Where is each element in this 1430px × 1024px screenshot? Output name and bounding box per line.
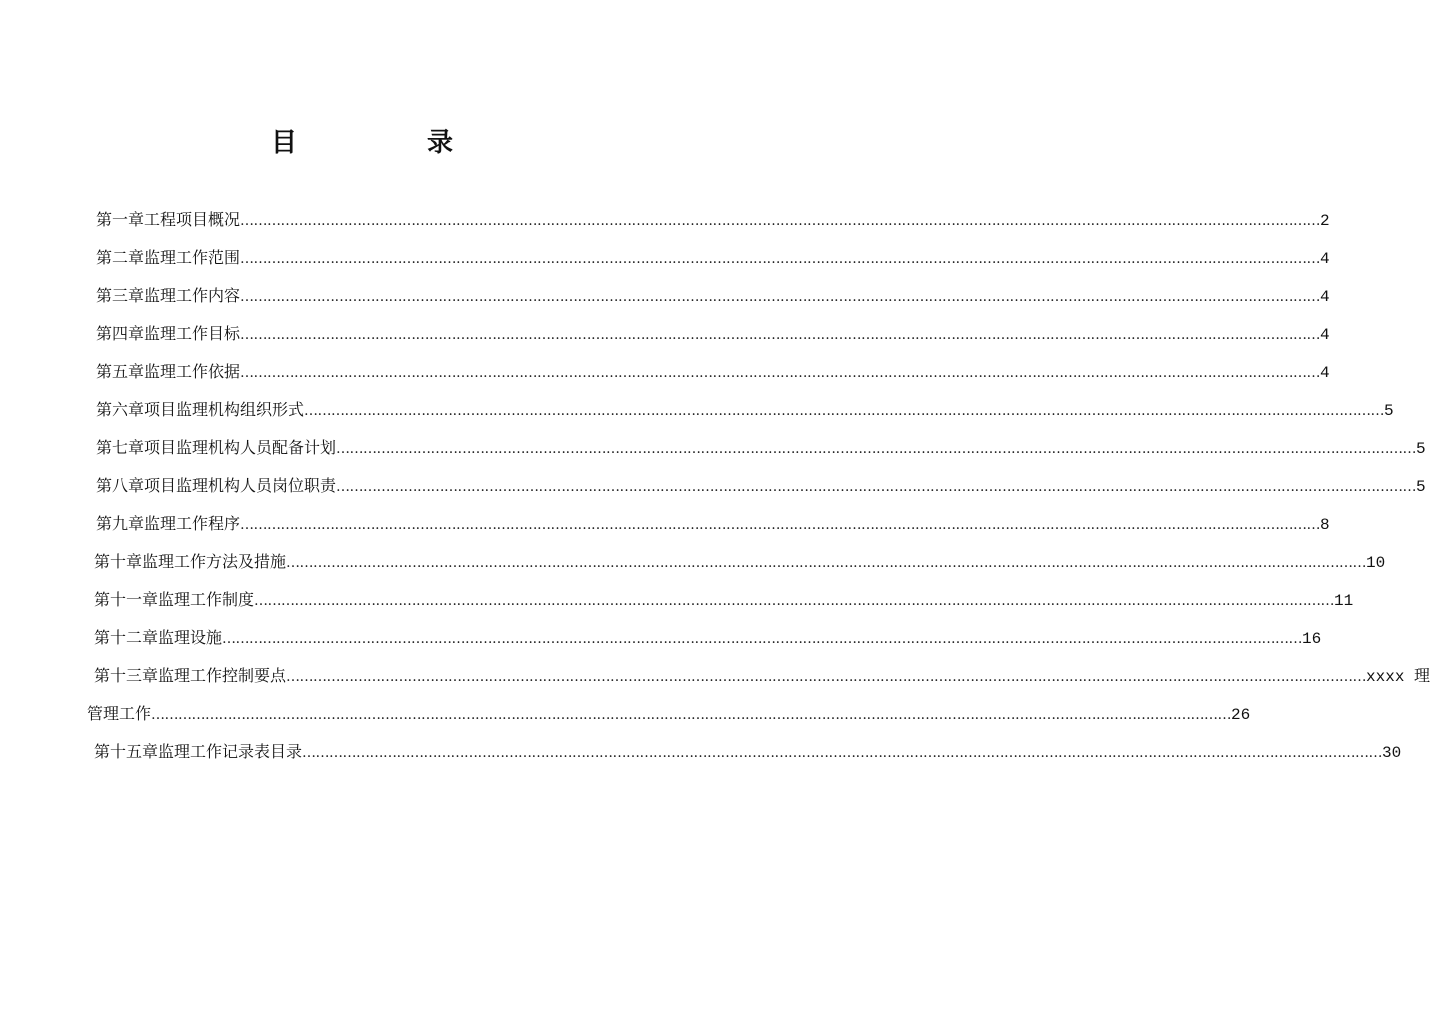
toc-entry[interactable] xyxy=(96,321,1330,347)
toc-page-number: xxxx 理 xyxy=(1366,668,1430,686)
toc-entry-title: 监理工作范围 xyxy=(144,248,241,267)
toc-entry[interactable] xyxy=(94,625,1322,651)
toc-entry-title: 监理工作记录表目录 xyxy=(158,742,303,761)
toc-dot-leader: …………………………………………………………………………………………………………………………………………………………………………………………………………………… xyxy=(240,517,1321,533)
toc-dot-leader: …………………………………………………………………………………………………………………………………………………………………………………………………………………… xyxy=(222,631,1303,647)
toc-entry[interactable] xyxy=(87,701,1251,727)
toc-chapter-label: 第十章 xyxy=(94,552,143,571)
toc-page-number: 4 xyxy=(1320,326,1330,344)
toc-chapter-label: 第二章 xyxy=(96,248,145,267)
toc-entry[interactable] xyxy=(96,435,1426,461)
toc-entry-title: 监理工作程序 xyxy=(144,514,241,533)
toc-dot-leader: …………………………………………………………………………………………………………………………………………………………………………………………………………………… xyxy=(336,479,1417,495)
toc-entry[interactable] xyxy=(94,739,1402,765)
toc-entry-title: 监理设施 xyxy=(158,628,223,647)
toc-dot-leader: …………………………………………………………………………………………………………………………………………………………………………………………………………………… xyxy=(240,251,1321,267)
toc-chapter-label: 第十五章 xyxy=(94,742,159,761)
toc-entry-title: 项目监理机构人员岗位职责 xyxy=(144,476,337,495)
toc-page-number: 10 xyxy=(1366,554,1386,572)
toc-chapter-label: 第六章 xyxy=(96,400,145,419)
toc-dot-leader: …………………………………………………………………………………………………………………………………………………………………………………………………………………… xyxy=(286,669,1367,685)
toc-entry-title: 项目监理机构组织形式 xyxy=(144,400,305,419)
toc-page-number: 30 xyxy=(1382,744,1402,762)
toc-dot-leader: …………………………………………………………………………………………………………………………………………………………………………………………………………………… xyxy=(240,327,1321,343)
toc-page-number: 16 xyxy=(1302,630,1322,648)
toc-page-number: 8 xyxy=(1320,516,1330,534)
toc-chapter-label: 第十三章 xyxy=(94,666,159,685)
toc-chapter-label: 第三章 xyxy=(96,286,145,305)
toc-dot-leader: …………………………………………………………………………………………………………………………………………………………………………………………………………………… xyxy=(240,213,1321,229)
toc-entry[interactable] xyxy=(94,663,1430,689)
toc-dot-leader: …………………………………………………………………………………………………………………………………………………………………………………………………………………… xyxy=(336,441,1417,457)
toc-page-number: 2 xyxy=(1320,212,1330,230)
toc-dot-leader: …………………………………………………………………………………………………………………………………………………………………………………………………………………… xyxy=(302,745,1383,761)
toc-chapter-label: 第八章 xyxy=(96,476,145,495)
toc-entry-title: 监理工作制度 xyxy=(158,590,255,609)
toc-chapter-label: 第十一章 xyxy=(94,590,159,609)
toc-chapter-label: 第九章 xyxy=(96,514,145,533)
toc-dot-leader: …………………………………………………………………………………………………………………………………………………………………………………………………………………… xyxy=(240,289,1321,305)
toc-page-number: 4 xyxy=(1320,288,1330,306)
toc-entry-title: 监理工作内容 xyxy=(144,286,241,305)
toc-entry[interactable] xyxy=(96,397,1394,423)
toc-dot-leader: …………………………………………………………………………………………………………………………………………………………………………………………………………………… xyxy=(240,365,1321,381)
toc-dot-leader: …………………………………………………………………………………………………………………………………………………………………………………………………………………… xyxy=(304,403,1385,419)
toc-dot-leader: …………………………………………………………………………………………………………………………………………………………………………………………………………………… xyxy=(151,707,1232,723)
toc-chapter-label: 第五章 xyxy=(96,362,145,381)
toc-entry[interactable] xyxy=(94,549,1386,575)
toc-entry[interactable] xyxy=(96,245,1330,271)
toc-entry-title: 项目监理机构人员配备计划 xyxy=(144,438,337,457)
toc-title: 目 录 xyxy=(270,128,505,158)
toc-page-number: 4 xyxy=(1320,250,1330,268)
toc-entry[interactable] xyxy=(96,511,1330,537)
toc-page-number: 26 xyxy=(1231,706,1251,724)
toc-entry[interactable] xyxy=(96,207,1330,233)
toc-entry[interactable] xyxy=(94,587,1354,613)
toc-page-number: 4 xyxy=(1320,364,1330,382)
toc-chapter-label: 第四章 xyxy=(96,324,145,343)
toc-dot-leader: …………………………………………………………………………………………………………………………………………………………………………………………………………………… xyxy=(254,593,1335,609)
toc-entry-title: 管理工作 xyxy=(87,704,152,723)
toc-entry-title: 监理工作依据 xyxy=(144,362,241,381)
toc-entry-title: 监理工作控制要点 xyxy=(158,666,287,685)
toc-chapter-label: 第十二章 xyxy=(94,628,159,647)
toc-page-number: 5 xyxy=(1416,478,1426,496)
toc-chapter-label: 第一章 xyxy=(96,210,145,229)
toc-entry-title: 监理工作目标 xyxy=(144,324,241,343)
toc-page-number: 11 xyxy=(1334,592,1354,610)
toc-page-number: 5 xyxy=(1416,440,1426,458)
toc-dot-leader: …………………………………………………………………………………………………………………………………………………………………………………………………………………… xyxy=(286,555,1367,571)
toc-chapter-label: 第七章 xyxy=(96,438,145,457)
toc-entry[interactable] xyxy=(96,359,1330,385)
toc-entry[interactable] xyxy=(96,473,1426,499)
toc-entry[interactable] xyxy=(96,283,1330,309)
toc-entry-title: 工程项目概况 xyxy=(144,210,241,229)
toc-page-number: 5 xyxy=(1384,402,1394,420)
toc-entry-title: 监理工作方法及措施 xyxy=(142,552,287,571)
